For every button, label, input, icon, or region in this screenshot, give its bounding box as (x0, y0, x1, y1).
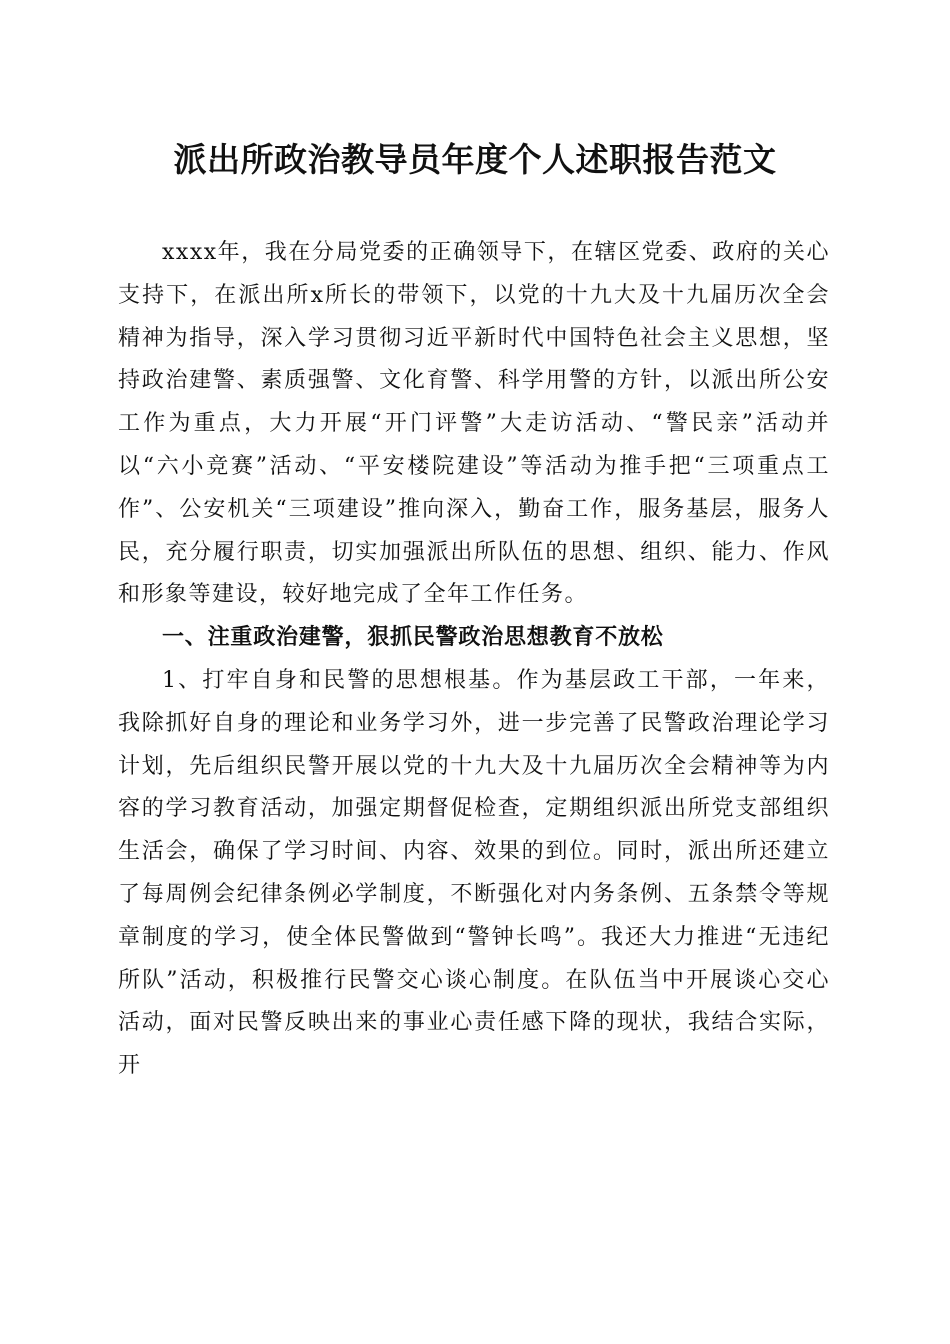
document-body (118, 232, 830, 1088)
document-title: 派出所政治教导员年度个人述职报告范文 (173, 140, 777, 179)
intro-paragraph: xxxx年，我在分局党委的正确领导下，在辖区党委、政府的关心支持下，在派出所x所长的带领下，以党的十九大及十九届历次全会精神为指导，深入学习贯彻习近平新时代中国特色社会主义思想，坚持政治建警、素质强警、文化育警、科学用警的方针，以派出所公安工作为重点，大力开展“开门评警”大走访活动、“警民亲”活动并以“六小竞赛”活动、“平安楼院建设”等活动为推手把“三项重点工作”、公安机关“三项建设”推向深入，勤奋工作，服务基层，服务人民，充分履行职责，切实加强派出所队伍的思想、组织、能力、作风和形象等建设，较好地完成了全年工作任务。 (118, 240, 830, 608)
section-paragraph: 1、打牢自身和民警的思想根基。作为基层政工干部，一年来，我除抓好自身的理论和业务学习外，进一步完善了民警政治理论学习计划，先后组织民警开展以党的十九大及十九届历次全会精神等为内容的学习教育活动，加强定期督促检查，定期组织派出所党支部组织生活会，确保了学习时间、内容、效果的到位。同时，派出所还建立了每周例会纪律条例必学制度，不断强化对内务条例、五条禁令等规章制度的学习，使全体民警做到“警钟长鸣”。我还大力推进“无违纪所队”活动，积极推行民警交心谈心制度。在队伍当中开展谈心交心活动，面对民警反映出来的事业心责任感下降的现状，我结合实际，开 (118, 667, 830, 1079)
section-heading: 一、注重政治建警，狠抓民警政治思想教育不放松 (162, 625, 664, 651)
